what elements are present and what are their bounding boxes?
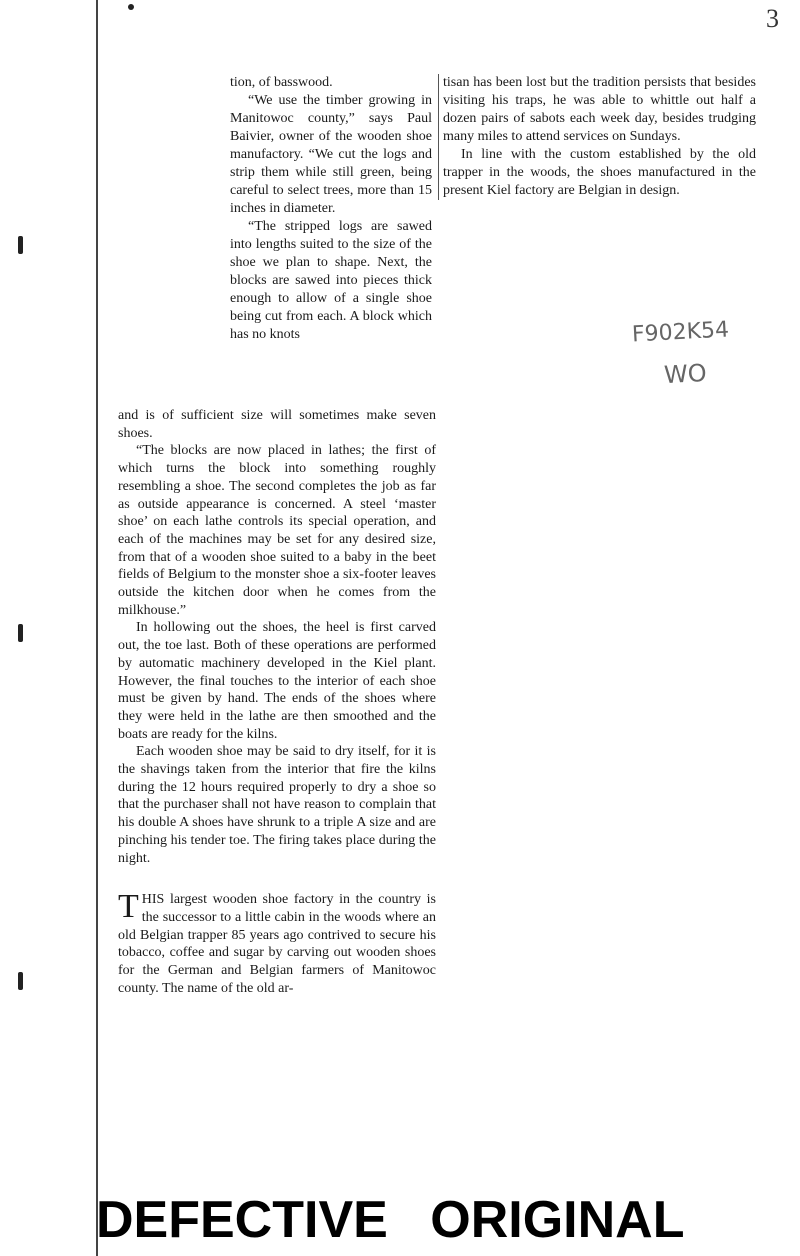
paragraph: “The stripped logs are sawed into lengths suited to the size of the shoe we plan to shape. Next, the blocks are sawed into pieces thick enough to allow of a single shoe being cut from each. A block which has no knots (230, 219, 432, 342)
dropcap-text: HIS largest wooden shoe factory in the country is the successor to a little cabin in the woods where an old Belgian trapper 85 years ago contrived to secure his tobacco, coffee and sugar by carving out wooden shoes for the German and Belgian farmers of Manitowoc county. The name of the old ar- (118, 892, 436, 996)
article-column-1-top (230, 74, 432, 344)
paragraph: In hollowing out the shoes, the heel is first carved out, the toe last. Both of these operations are performed by automatic machinery developed in the Kiel plant. However, the final touches to the interior of each shoe must be given by hand. The ends of the shoes where they were held in the lathe are then smoothed and the boats are ready for the kilns. (118, 620, 436, 742)
paragraph: tisan has been lost but the tradition persists that besides visiting his traps, he was able to whittle out half a dozen pairs of sabots each week day, besides trudging many miles to attend services on Sundays. (443, 75, 756, 144)
margin-mark (18, 972, 23, 990)
handwritten-initials: WO (663, 358, 708, 390)
paragraph: “We use the timber growing in Manitowoc county,” says Paul Baivier, owner of the wooden shoe manufactory. “We cut the logs and strip them while still green, being careful to select trees, more than 15 inches in diameter. (230, 93, 432, 216)
paragraph: In line with the custom established by the old trapper in the woods, the shoes manufactured in the present Kiel factory are Belgian in design. (443, 147, 756, 198)
article-column-1-bottom (118, 407, 436, 998)
scan-edge-line (96, 0, 98, 1256)
handwritten-code: F902K54 (631, 317, 730, 348)
clip-dot (128, 4, 134, 10)
margin-mark (18, 624, 23, 642)
dropcap-letter: T (118, 888, 139, 926)
article-column-2 (438, 74, 756, 200)
paragraph: tion, of basswood. (230, 75, 333, 90)
paragraph: Each wooden shoe may be said to dry itself, for it is the shavings taken from the interior that fire the kilns during the 12 hours required properly to dry a shoe so that the purchaser shall not have reason to complain that his double A shoes have shrunk to a triple A size and are pinching his tender toe. The firing takes place during the night. (118, 744, 436, 866)
page-number: 3 (766, 4, 779, 33)
dropcap-paragraph (118, 888, 436, 997)
paragraph: “The blocks are now placed in lathes; the first of which turns the block into something roughly resembling a shoe. The second completes the job as far as outside appearance is concerned. A steel ‘master shoe’ on each lathe controls its special operation, and each of the machines may be set for any desired size, from that of a wooden shoe suited to a baby in the beet fields of Belgium to the monster shoe a six-footer leaves outside the kitchen door when he comes from the milkhouse.” (118, 443, 436, 618)
margin-mark (18, 236, 23, 254)
defective-original-stamp: DEFECTIVE ORIGINAL (96, 1191, 685, 1249)
paragraph: and is of sufficient size will sometimes make seven shoes. (118, 408, 436, 441)
